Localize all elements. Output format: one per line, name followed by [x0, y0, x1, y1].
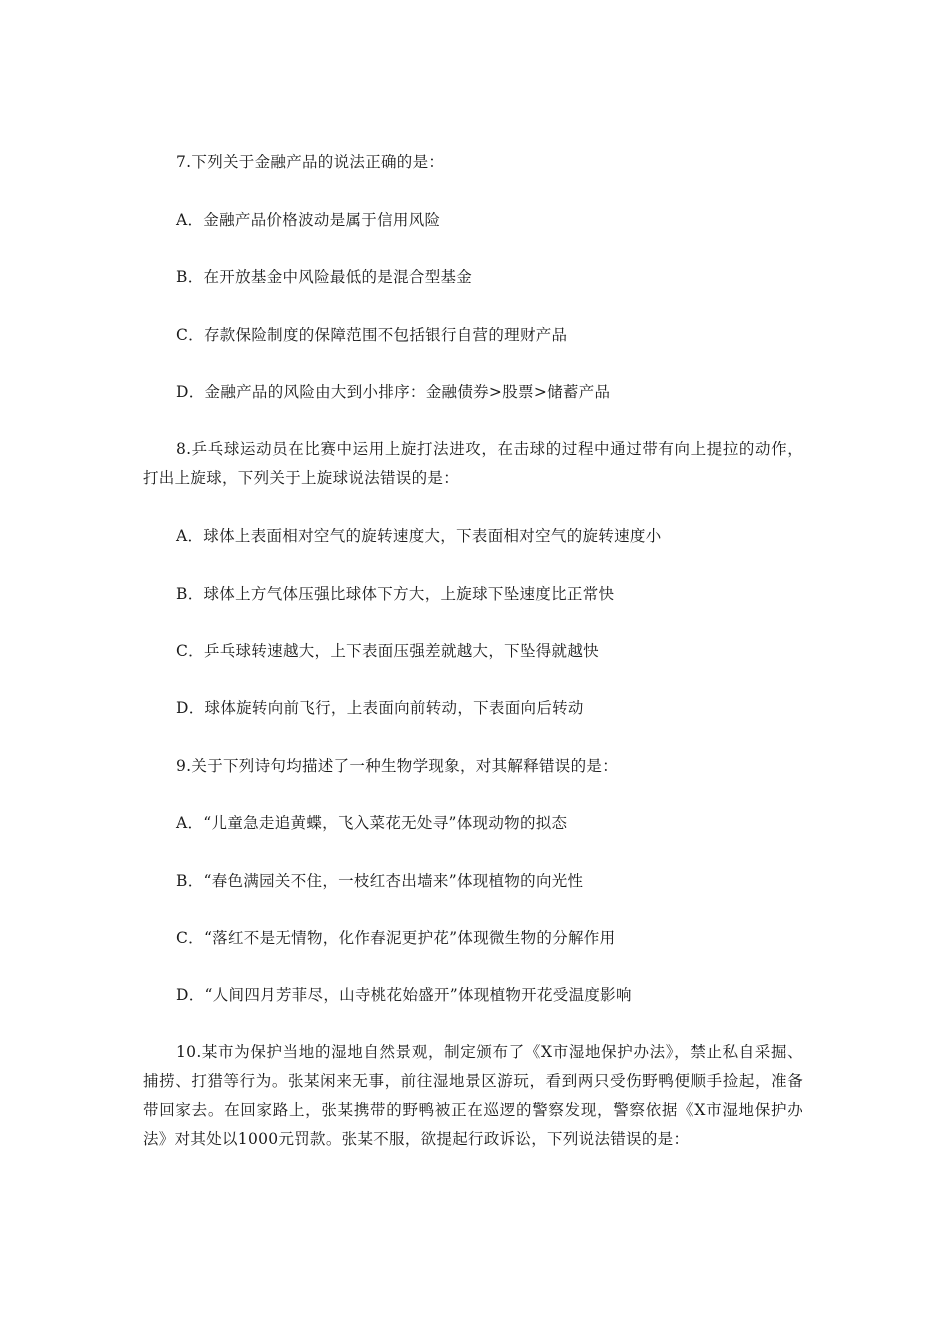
- question-7-option-d: D．金融产品的风险由大到小排序：金融债券>股票>储蓄产品: [176, 383, 611, 401]
- question-7-option-c: C．存款保险制度的保障范围不包括银行自营的理财产品: [176, 326, 568, 344]
- question-9-option-d: D．“人间四月芳菲尽，山寺桃花始盛开”体现植物开花受温度影响: [176, 986, 632, 1004]
- question-8-option-b: B．球体上方气体压强比球体下方大，上旋球下坠速度比正常快: [176, 585, 615, 603]
- question-9-option-b: B．“春色满园关不住，一枝红杏出墙来”体现植物的向光性: [176, 872, 584, 890]
- question-7-option-b: B．在开放基金中风险最低的是混合型基金: [176, 268, 473, 286]
- question-9-option-a: A．“儿童急走追黄蝶，飞入菜花无处寻”体现动物的拟态: [176, 814, 568, 832]
- question-9-stem: 9.关于下列诗句均描述了一种生物学现象，对其解释错误的是：: [176, 757, 618, 775]
- question-10-stem: 10.某市为保护当地的湿地自然景观，制定颁布了《X市湿地保护办法》，禁止私自采掘、捕捞、打猎等行为。张某闲来无事，前往湿地景区游玩，看到两只受伤野鸭便顺手捡起，准备带回家去。在回家路上，张某携带的野鸭被正在巡逻的警察发现，警察依据《X市湿地保护办法》对其处以1000元罚款。张某不服，欲提起行政诉讼，下列说法错误的是：: [143, 1043, 803, 1148]
- question-8-option-c: C．乒乓球转速越大，上下表面压强差就越大，下坠得就越快: [176, 642, 599, 660]
- question-7-option-a: A．金融产品价格波动是属于信用风险: [176, 211, 441, 229]
- question-8-option-a: A．球体上表面相对空气的旋转速度大，下表面相对空气的旋转速度小: [176, 527, 662, 545]
- question-7-stem: 7.下列关于金融产品的说法正确的是：: [176, 153, 445, 171]
- question-9-option-c: C．“落红不是无情物，化作春泥更护花”体现微生物的分解作用: [176, 929, 616, 947]
- question-8-stem: 8.乒乓球运动员在比赛中运用上旋打法进攻，在击球的过程中通过带有向上提拉的动作，打出上旋球，下列关于上旋球说法错误的是：: [143, 440, 803, 487]
- question-8-option-d: D．球体旋转向前飞行，上表面向前转动，下表面向后转动: [176, 699, 584, 717]
